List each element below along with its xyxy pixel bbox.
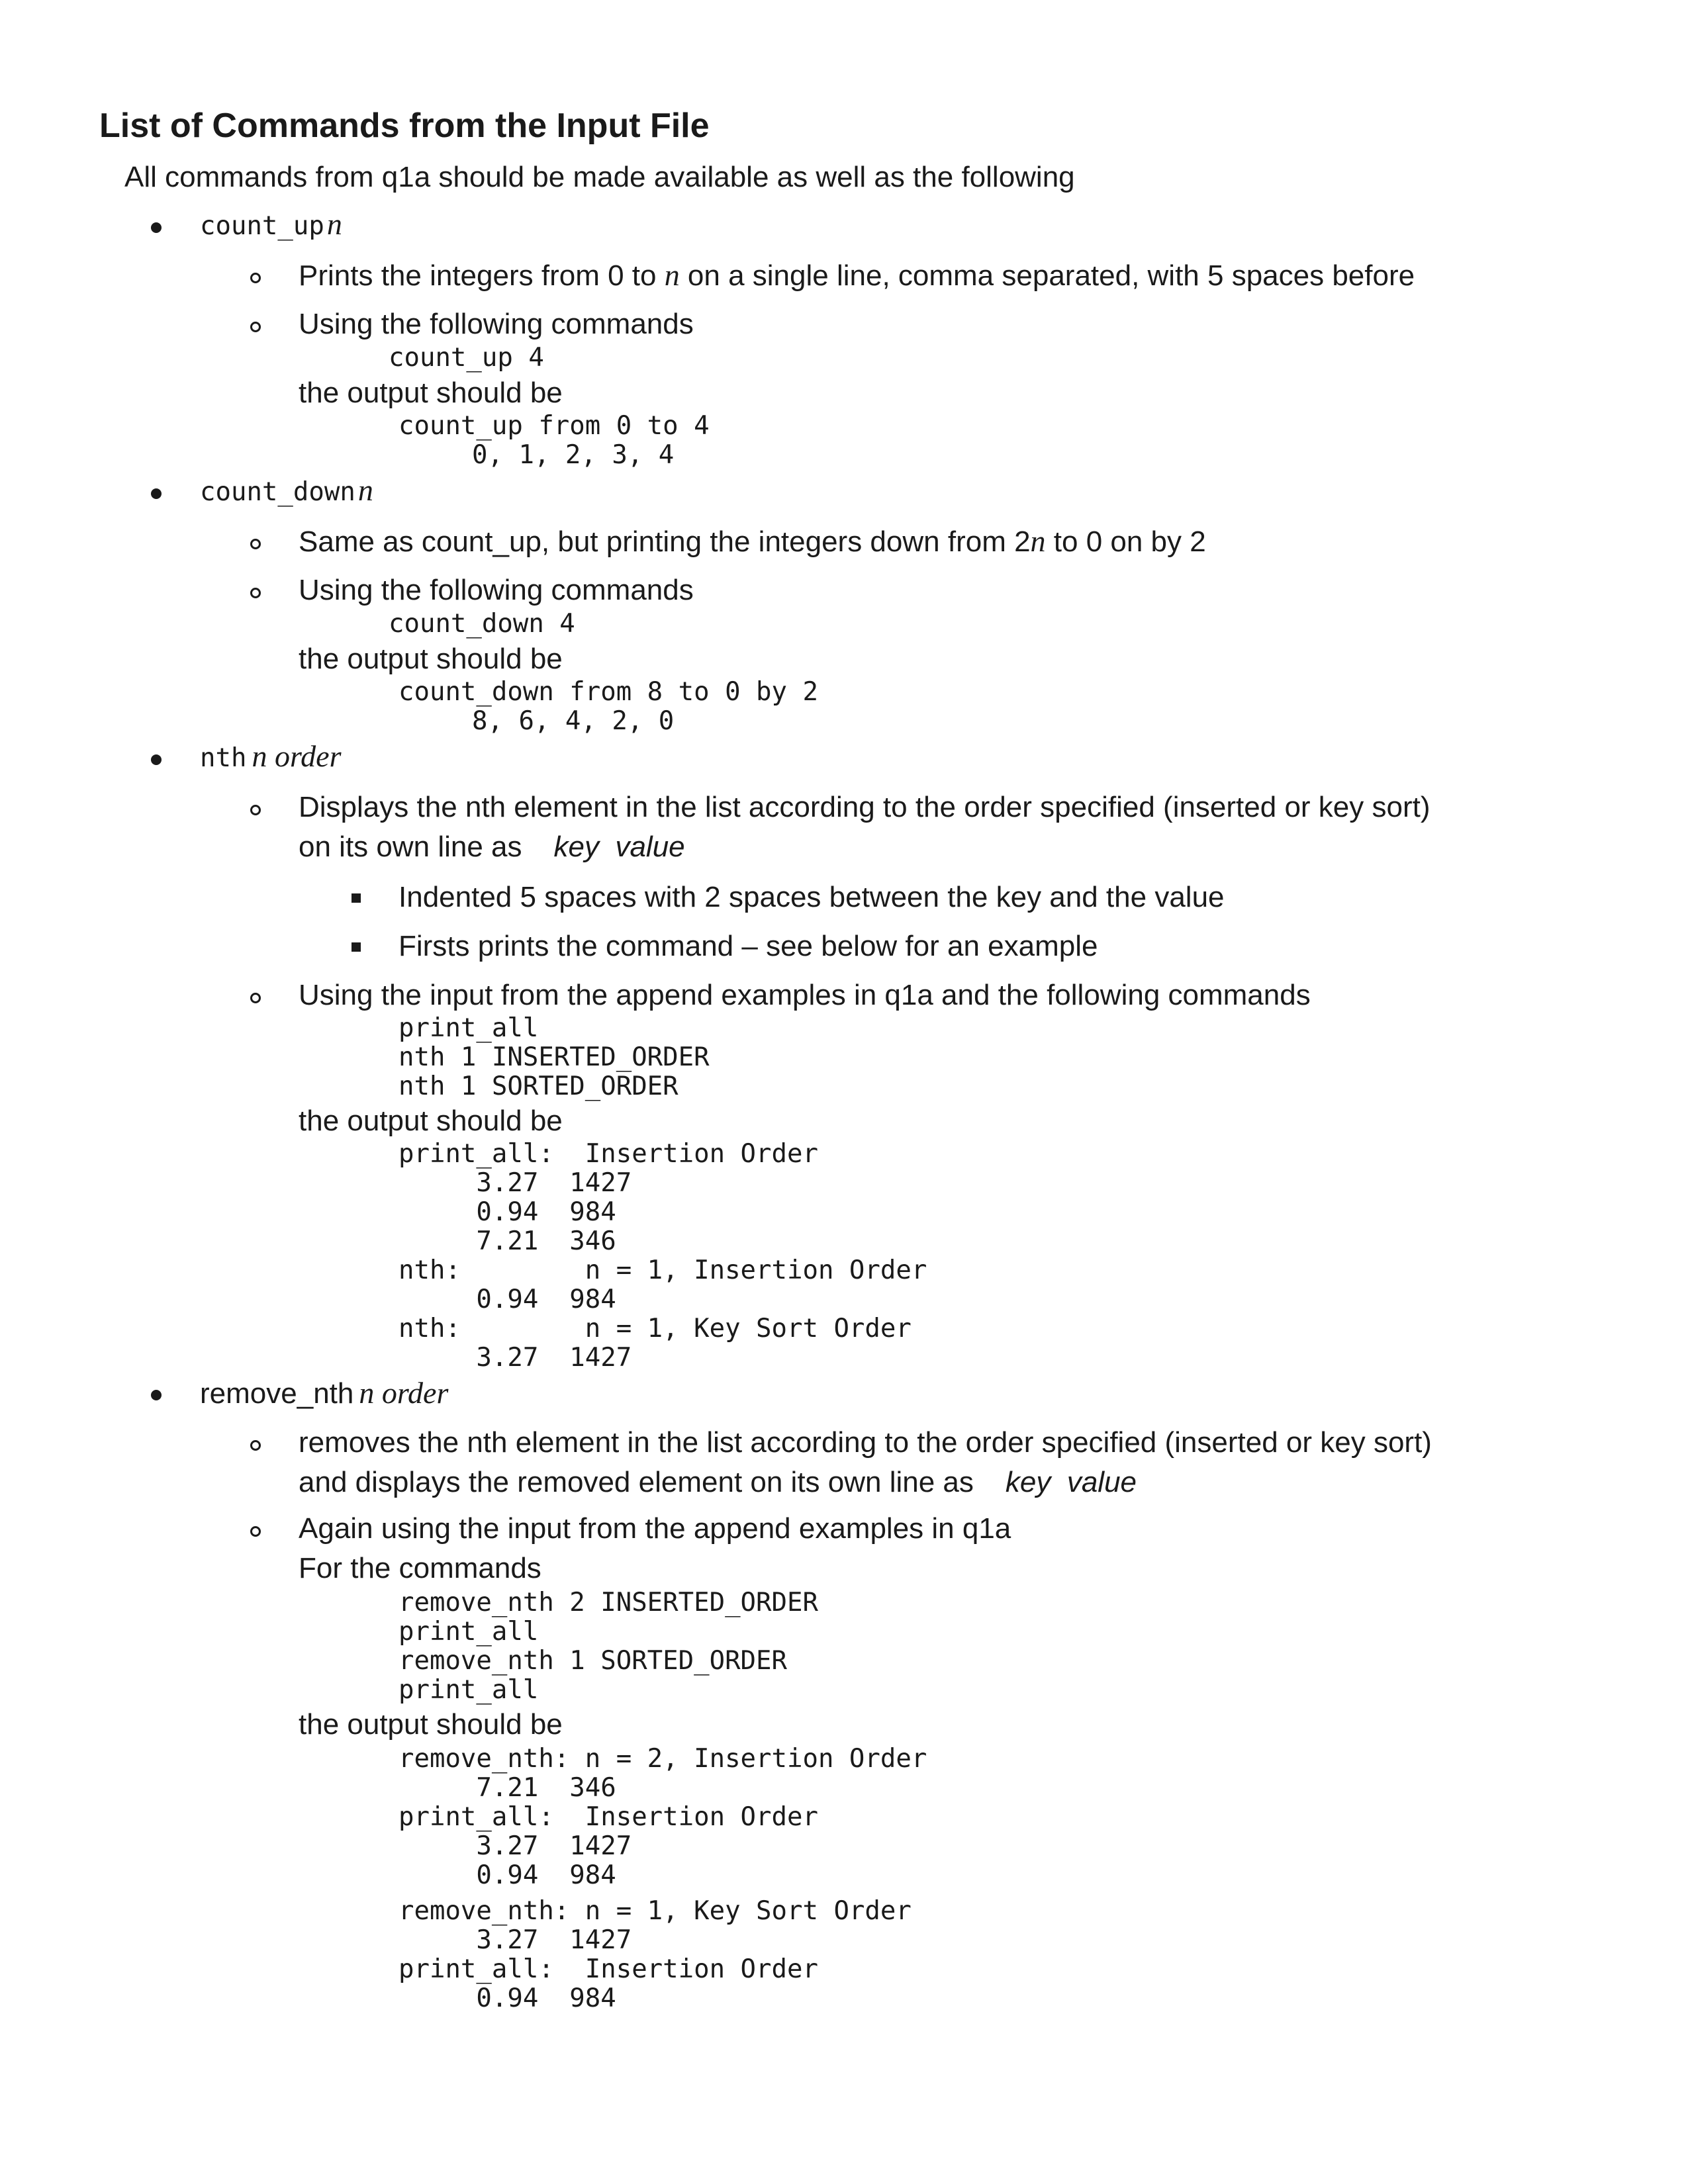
nth-output-line: print_all: Insertion Order bbox=[399, 1139, 818, 1169]
nth-input-line: print_all bbox=[399, 1013, 539, 1043]
count-down-input: count_down 4 bbox=[389, 609, 575, 639]
remove-nth-output-label: the output should be bbox=[299, 1708, 563, 1741]
remove-nth-output-line: remove_nth: n = 1, Key Sort Order bbox=[399, 1896, 912, 1926]
count-down-desc bbox=[299, 522, 1206, 562]
nth-output-line: nth: n = 1, Key Sort Order bbox=[399, 1314, 912, 1343]
nth-heading bbox=[200, 739, 341, 774]
remove-nth-output-line: 0.94 984 bbox=[399, 1860, 616, 1890]
remove-nth-output-line: print_all: Insertion Order bbox=[399, 1802, 818, 1832]
count-up-using: Using the following commands bbox=[299, 308, 694, 340]
nth-output-line: 3.27 1427 bbox=[399, 1343, 632, 1373]
nth-sub1: Indented 5 spaces with 2 spaces between the key and the value bbox=[399, 881, 1225, 913]
count-up-cmd: count_up bbox=[200, 211, 324, 241]
circle-bullet-icon bbox=[250, 273, 261, 283]
count-down-arg: n bbox=[357, 473, 373, 507]
circle-bullet-icon bbox=[250, 322, 261, 332]
count-up-input: count_up 4 bbox=[389, 343, 544, 373]
circle-bullet-icon bbox=[250, 805, 261, 815]
bullet-icon bbox=[151, 222, 162, 233]
nth-desc-line2 bbox=[299, 827, 685, 867]
nth-sub2: Firsts prints the command – see below for an example bbox=[399, 930, 1098, 962]
count-up-out2: 0, 1, 2, 3, 4 bbox=[472, 440, 675, 470]
nth-output-label: the output should be bbox=[299, 1105, 563, 1137]
count-down-cmd: count_down bbox=[200, 477, 355, 507]
remove-nth-desc-kv: key value bbox=[1005, 1466, 1137, 1498]
square-bullet-icon bbox=[352, 942, 361, 952]
remove-nth-heading bbox=[200, 1374, 448, 1414]
bullet-icon bbox=[151, 1390, 162, 1400]
count-down-out1: count_down from 8 to 0 by 2 bbox=[399, 677, 818, 707]
count-up-desc bbox=[299, 255, 1415, 296]
remove-nth-input-line: print_all bbox=[399, 1675, 539, 1705]
bullet-icon bbox=[151, 488, 162, 499]
count-up-desc-var: n bbox=[664, 258, 680, 292]
count-up-arg: n bbox=[326, 207, 342, 241]
remove-nth-desc-line2 bbox=[299, 1463, 1137, 1502]
count-up-output-label: the output should be bbox=[299, 377, 563, 409]
nth-using: Using the input from the append examples in q1a and the following commands bbox=[299, 979, 1311, 1011]
nth-output-line: nth: n = 1, Insertion Order bbox=[399, 1255, 927, 1285]
intro-text: All commands from q1a should be made available as well as the following bbox=[124, 161, 1075, 193]
bullet-icon bbox=[151, 754, 162, 765]
page-title: List of Commands from the Input File bbox=[99, 107, 710, 145]
nth-output-line: 0.94 984 bbox=[399, 1197, 616, 1227]
count-down-heading bbox=[200, 473, 373, 508]
nth-args: n order bbox=[252, 739, 342, 773]
nth-input-line: nth 1 INSERTED_ORDER bbox=[399, 1042, 710, 1072]
count-up-desc-pre: Prints the integers from 0 to bbox=[299, 259, 665, 292]
remove-nth-for-cmds: For the commands bbox=[299, 1552, 541, 1584]
count-down-desc-pre: Same as count_up, but printing the integers down from 2 bbox=[299, 525, 1031, 558]
circle-bullet-icon bbox=[250, 539, 261, 549]
nth-output-line: 0.94 984 bbox=[399, 1285, 616, 1314]
count-up-heading bbox=[200, 206, 342, 242]
count-down-out2: 8, 6, 4, 2, 0 bbox=[472, 706, 675, 736]
count-down-using: Using the following commands bbox=[299, 574, 694, 606]
remove-nth-output-line: remove_nth: n = 2, Insertion Order bbox=[399, 1744, 927, 1774]
remove-nth-output-line: 3.27 1427 bbox=[399, 1831, 632, 1861]
circle-bullet-icon bbox=[250, 588, 261, 598]
circle-bullet-icon bbox=[250, 993, 261, 1003]
remove-nth-again: Again using the input from the append examples in q1a bbox=[299, 1512, 1011, 1545]
circle-bullet-icon bbox=[250, 1440, 261, 1451]
count-down-desc-post: to 0 on by 2 bbox=[1045, 525, 1206, 558]
remove-nth-input-line: remove_nth 2 INSERTED_ORDER bbox=[399, 1588, 818, 1617]
remove-nth-output-line: 3.27 1427 bbox=[399, 1925, 632, 1955]
remove-nth-desc-line2-text: and displays the removed element on its own line as bbox=[299, 1466, 974, 1498]
nth-input-line: nth 1 SORTED_ORDER bbox=[399, 1071, 679, 1101]
remove-nth-desc-line1: removes the nth element in the list according to the order specified (inserted or key sort) bbox=[299, 1426, 1432, 1459]
nth-desc-kv: key value bbox=[553, 831, 685, 863]
remove-nth-input-line: print_all bbox=[399, 1617, 539, 1647]
remove-nth-cmd: remove_nth bbox=[200, 1377, 354, 1410]
nth-output-line: 3.27 1427 bbox=[399, 1168, 632, 1198]
square-bullet-icon bbox=[352, 893, 361, 903]
nth-cmd: nth bbox=[200, 743, 247, 773]
count-up-desc-post: on a single line, comma separated, with 5 spaces before bbox=[679, 259, 1415, 292]
count-down-desc-var: n bbox=[1030, 524, 1046, 558]
remove-nth-output-line: print_all: Insertion Order bbox=[399, 1954, 818, 1984]
remove-nth-output-line: 7.21 346 bbox=[399, 1773, 616, 1803]
nth-desc-line2-text: on its own line as bbox=[299, 831, 522, 863]
remove-nth-args: n order bbox=[359, 1376, 449, 1410]
nth-output-line: 7.21 346 bbox=[399, 1226, 616, 1256]
count-down-output-label: the output should be bbox=[299, 643, 563, 675]
remove-nth-output-line: 0.94 984 bbox=[399, 1983, 616, 2013]
nth-desc-line1: Displays the nth element in the list according to the order specified (inserted or key sort) bbox=[299, 791, 1430, 823]
circle-bullet-icon bbox=[250, 1526, 261, 1537]
remove-nth-input-line: remove_nth 1 SORTED_ORDER bbox=[399, 1646, 787, 1676]
count-up-out1: count_up from 0 to 4 bbox=[399, 411, 710, 441]
